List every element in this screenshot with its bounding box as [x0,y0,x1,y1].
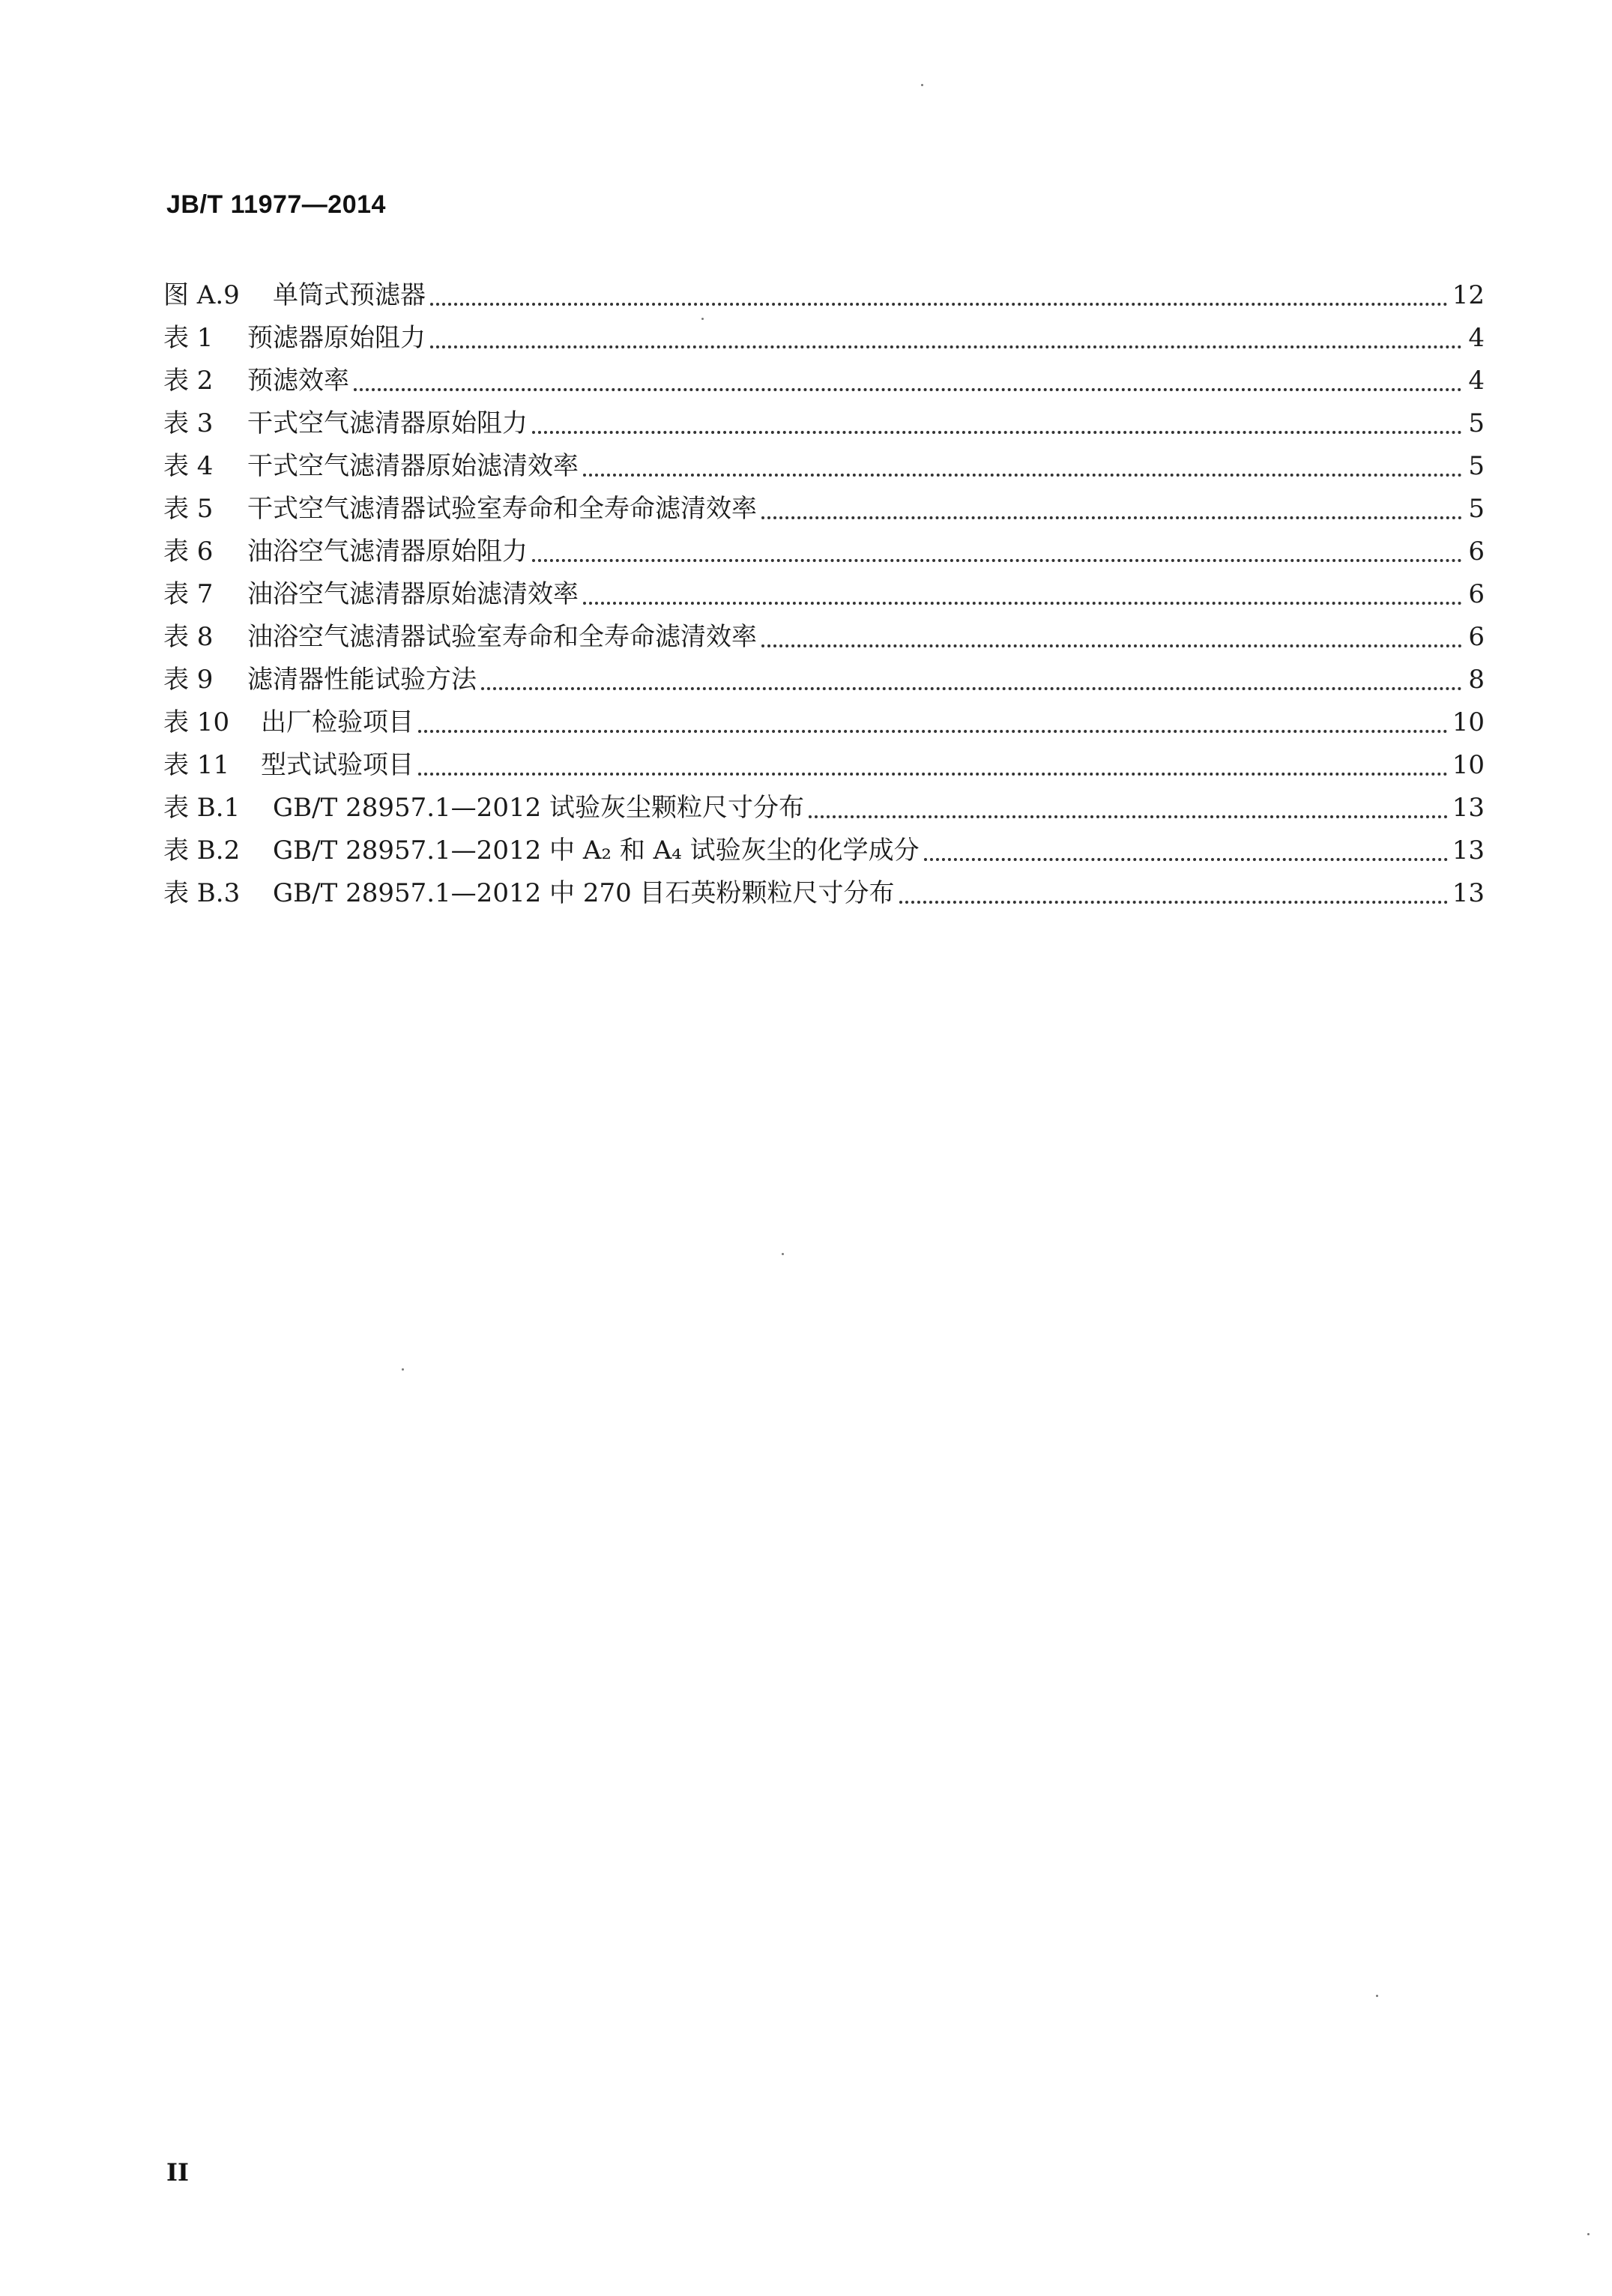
toc-entry-page-number: 6 [1468,537,1485,567]
toc-entry[interactable] [163,787,1485,830]
toc-dot-leader [418,730,1448,733]
document-number-header: JB/T 11977—2014 [166,190,386,219]
toc-entry-page-number: 12 [1452,280,1485,310]
toc-dot-leader [809,815,1448,818]
toc-dot-leader [532,559,1462,562]
toc-dot-leader [430,345,1462,348]
toc-entry-label: 表 10 [163,707,230,737]
toc-entry-title: 干式空气滤清器原始阻力 [247,408,528,438]
toc-entry-title: 预滤效率 [247,366,349,396]
toc-entry-title: 油浴空气滤清器原始滤清效率 [247,579,579,609]
toc-entry[interactable] [163,701,1485,744]
toc-entry[interactable] [163,616,1485,659]
toc-dot-leader [761,644,1462,647]
toc-entry[interactable] [163,573,1485,616]
toc-dot-leader [761,516,1462,519]
toc-entry-title: 干式空气滤清器试验室寿命和全寿命滤清效率 [247,494,757,524]
toc-entry-page-number: 10 [1452,750,1485,780]
toc-entry[interactable] [163,402,1485,445]
table-of-contents-list [163,274,1485,915]
toc-entry-title: 单筒式预滤器 [273,280,426,310]
toc-entry[interactable] [163,274,1485,317]
toc-dot-leader [899,901,1448,904]
toc-dot-leader [532,431,1462,434]
toc-entry-title: GB/T 28957.1—2012 试验灰尘颗粒尺寸分布 [273,793,805,823]
toc-entry-label: 表 5 [163,494,214,524]
toc-entry-title: GB/T 28957.1—2012 中 270 目石英粉颗粒尺寸分布 [273,878,895,908]
toc-entry-page-number: 5 [1468,451,1485,481]
toc-dot-leader [481,687,1462,690]
toc-entry-label: 表 3 [163,408,214,438]
toc-entry-label: 表 8 [163,622,214,652]
toc-entry[interactable] [163,445,1485,488]
toc-entry-label: 表 11 [163,750,230,780]
toc-entry[interactable] [163,659,1485,701]
toc-entry-title: 型式试验项目 [261,750,414,780]
toc-entry-title: 油浴空气滤清器原始阻力 [247,537,528,567]
toc-entry-page-number: 8 [1468,665,1485,695]
toc-entry-label: 表 B.2 [163,836,241,865]
toc-dot-leader [583,474,1462,477]
toc-entry-title: 出厂检验项目 [261,707,414,737]
toc-dot-leader [418,773,1448,776]
toc-entry[interactable] [163,360,1485,402]
toc-entry-label: 表 4 [163,451,214,481]
toc-entry-title: GB/T 28957.1—2012 中 A₂ 和 A₄ 试验灰尘的化学成分 [273,836,920,865]
toc-entry-label: 表 B.1 [163,793,241,823]
toc-entry-label: 图 A.9 [163,280,240,310]
toc-dot-leader [354,388,1462,391]
toc-entry[interactable] [163,872,1485,915]
toc-entry-page-number: 13 [1452,793,1485,823]
toc-dot-leader [583,602,1462,605]
toc-entry[interactable] [163,830,1485,872]
toc-entry-label: 表 7 [163,579,214,609]
toc-entry-page-number: 6 [1468,622,1485,652]
toc-entry-page-number: 13 [1452,836,1485,865]
scan-speck [1376,1995,1378,1997]
toc-entry[interactable] [163,317,1485,360]
scan-speck [1587,2233,1590,2235]
toc-entry-page-number: 6 [1468,579,1485,609]
toc-entry-label: 表 2 [163,366,214,396]
scan-speck [782,1253,784,1255]
toc-entry-title: 油浴空气滤清器试验室寿命和全寿命滤清效率 [247,622,757,652]
toc-dot-leader [924,858,1448,861]
toc-dot-leader [430,303,1448,306]
toc-entry-page-number: 13 [1452,878,1485,908]
page-number: II [166,2158,189,2187]
toc-entry-label: 表 B.3 [163,878,241,908]
toc-entry-label: 表 6 [163,537,214,567]
scan-speck [921,84,923,86]
scan-speck [402,1368,404,1371]
toc-entry-label: 表 9 [163,665,214,695]
toc-entry-title: 预滤器原始阻力 [247,323,426,353]
toc-entry-label: 表 1 [163,323,214,353]
toc-entry-page-number: 5 [1468,494,1485,524]
toc-entry-page-number: 10 [1452,707,1485,737]
toc-entry-title: 滤清器性能试验方法 [247,665,477,695]
scan-speck [701,318,704,320]
toc-entry-page-number: 5 [1468,408,1485,438]
toc-entry-title: 干式空气滤清器原始滤清效率 [247,451,579,481]
toc-entry[interactable] [163,488,1485,531]
toc-entry[interactable] [163,531,1485,573]
toc-entry-page-number: 4 [1468,366,1485,396]
toc-entry[interactable] [163,744,1485,787]
toc-entry-page-number: 4 [1468,323,1485,353]
